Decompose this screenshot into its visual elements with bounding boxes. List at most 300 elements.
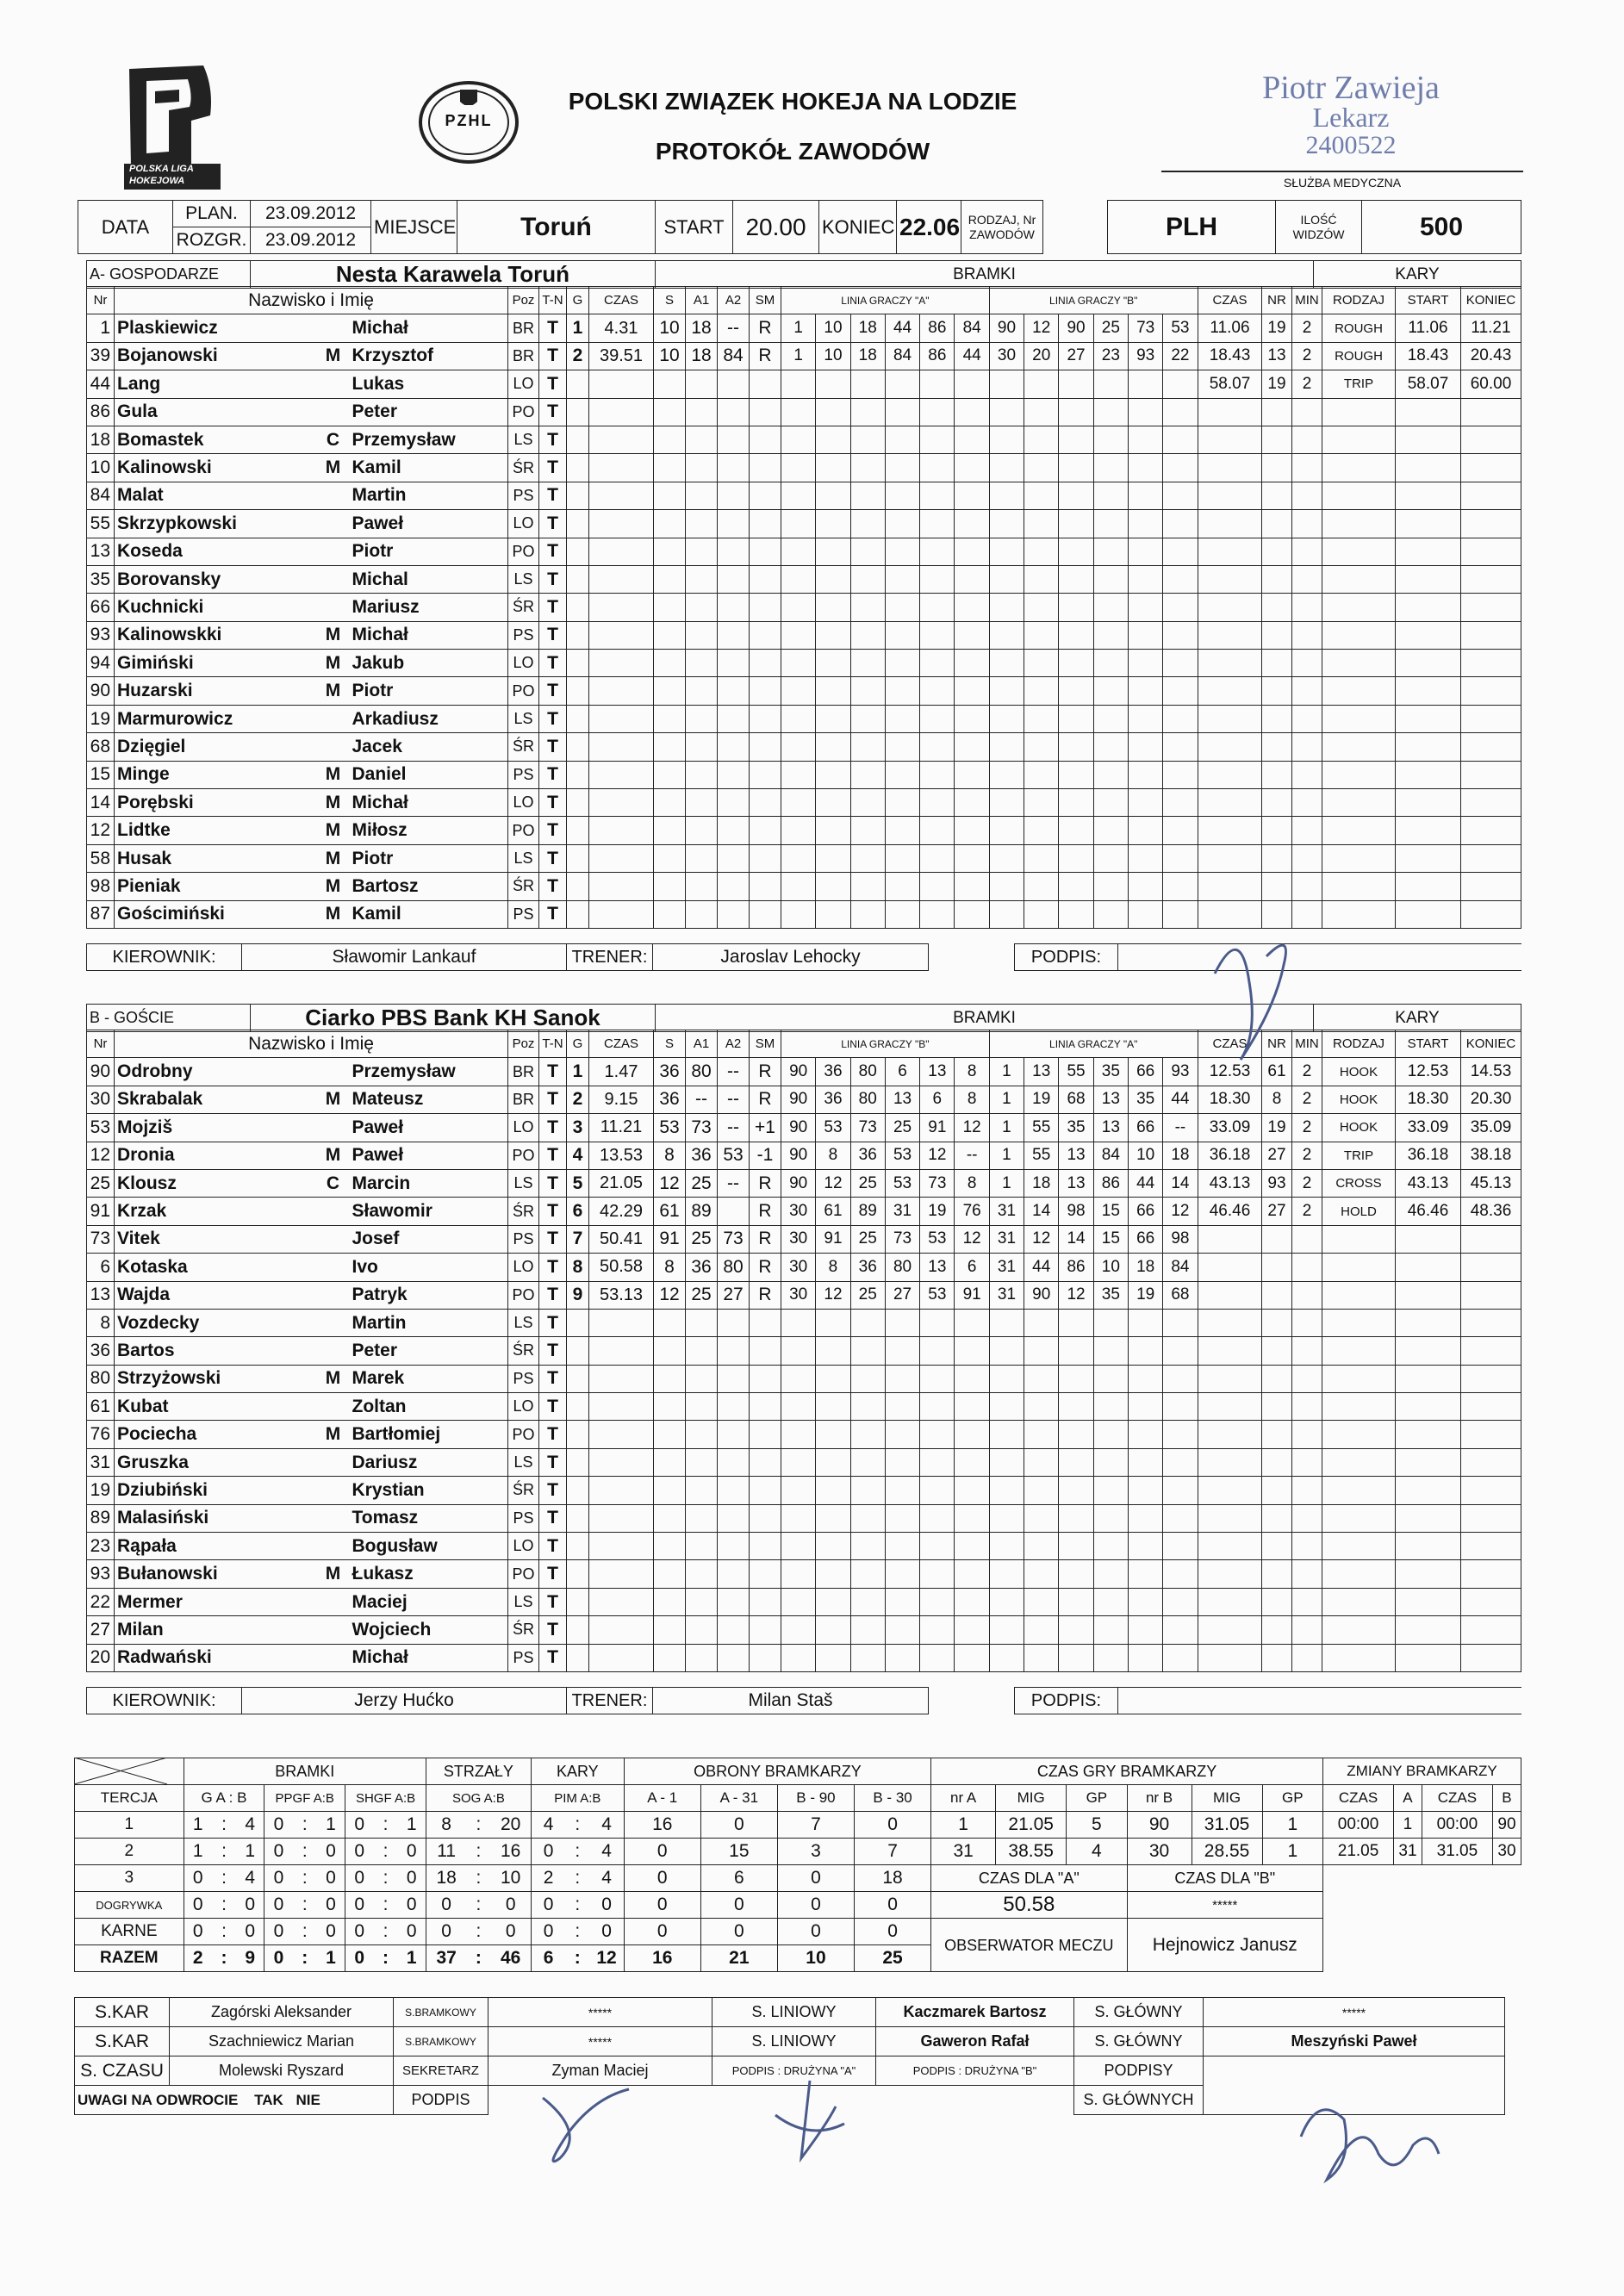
roster-table bbox=[86, 286, 567, 929]
empty-cell bbox=[1059, 1560, 1093, 1588]
empty-cell bbox=[989, 1504, 1024, 1532]
obrony-value: 7 bbox=[777, 1812, 854, 1839]
player-tn: T bbox=[539, 1086, 567, 1113]
colon-separator: : bbox=[373, 1812, 397, 1839]
goals-table bbox=[566, 1030, 1198, 1672]
empty-cell bbox=[1396, 789, 1461, 817]
empty-cell bbox=[1322, 1309, 1396, 1336]
player-row bbox=[87, 1448, 567, 1476]
empty-cell bbox=[1128, 1337, 1162, 1365]
penalty-row bbox=[1198, 565, 1521, 593]
shgf-value-a: 0 bbox=[345, 1945, 374, 1972]
penalty-row bbox=[1198, 1114, 1521, 1142]
line-a-player: 80 bbox=[850, 1086, 885, 1113]
penalty-time: 18.30 bbox=[1198, 1086, 1262, 1113]
empty-cell bbox=[1396, 1365, 1461, 1392]
empty-cell bbox=[955, 1560, 989, 1588]
empty-cell bbox=[654, 565, 686, 593]
empty-cell bbox=[816, 482, 850, 509]
player-tn: T bbox=[539, 873, 567, 900]
player-position: ŚR bbox=[508, 454, 539, 482]
empty-cell bbox=[850, 454, 885, 482]
summary-row bbox=[75, 1839, 1521, 1865]
ppgf-header: PPGF A:B bbox=[264, 1785, 345, 1812]
kary-label: KARY bbox=[1314, 1005, 1521, 1032]
empty-cell bbox=[654, 761, 686, 788]
pim-value-b: 12 bbox=[589, 1945, 624, 1972]
penalty-header-3: RODZAJ bbox=[1322, 287, 1396, 314]
empty-cell bbox=[1024, 705, 1059, 732]
pim-value-a: 6 bbox=[531, 1945, 565, 1972]
ga-value-b: 1 bbox=[236, 1839, 264, 1865]
czas-gry-value: 30 bbox=[1127, 1839, 1192, 1865]
empty-cell bbox=[1093, 677, 1128, 705]
line-b-player: 13 bbox=[1093, 1086, 1128, 1113]
pim-value-a: 0 bbox=[531, 1919, 565, 1945]
empty-cell bbox=[850, 1365, 885, 1392]
empty-cell bbox=[850, 733, 885, 761]
empty-cell bbox=[1059, 1421, 1093, 1448]
empty-cell bbox=[920, 705, 955, 732]
empty-cell bbox=[1461, 621, 1521, 649]
penalty-player: 93 bbox=[1262, 1169, 1292, 1197]
czas-gry-col-header: nr B bbox=[1127, 1785, 1192, 1812]
penalty-header-0: CZAS bbox=[1198, 1030, 1262, 1058]
empty-cell bbox=[1396, 482, 1461, 509]
empty-cell bbox=[1322, 1254, 1396, 1281]
empty-cell bbox=[1322, 1644, 1396, 1671]
player-flag bbox=[317, 1644, 350, 1671]
empty-cell bbox=[1059, 1616, 1093, 1644]
player-number: 13 bbox=[87, 538, 115, 565]
empty-cell bbox=[1024, 538, 1059, 565]
empty-cell bbox=[718, 733, 750, 761]
player-surname: Wajda bbox=[115, 1281, 317, 1309]
line-a-player: 18 bbox=[850, 342, 885, 370]
penalty-type: HOOK bbox=[1322, 1086, 1396, 1113]
empty-cell bbox=[1292, 510, 1322, 538]
goal-row bbox=[567, 844, 1198, 872]
player-tn: T bbox=[539, 733, 567, 761]
empty-cell bbox=[686, 1616, 718, 1644]
empty-cell bbox=[1396, 565, 1461, 593]
empty-cell bbox=[750, 789, 781, 817]
empty-cell bbox=[589, 1448, 654, 1476]
signature-team-b bbox=[758, 2072, 862, 2175]
penalty-player: 27 bbox=[1262, 1198, 1292, 1225]
player-position: PS bbox=[508, 900, 539, 928]
player-position: PS bbox=[508, 1225, 539, 1253]
empty-cell bbox=[1024, 1365, 1059, 1392]
rodzaj-value: PLH bbox=[1108, 201, 1276, 254]
empty-cell bbox=[1461, 1504, 1521, 1532]
player-surname: Vitek bbox=[115, 1225, 317, 1253]
goals-header-2: S bbox=[654, 1030, 686, 1058]
goal-assist-1: 25 bbox=[686, 1281, 718, 1309]
roster-header-poz: Poz bbox=[508, 287, 539, 314]
empty-cell bbox=[1024, 761, 1059, 788]
goal-number: 2 bbox=[567, 1086, 589, 1113]
line-a-player: 73 bbox=[885, 1225, 919, 1253]
goal-scorer: 12 bbox=[654, 1281, 686, 1309]
player-firstname: Dariusz bbox=[350, 1448, 508, 1476]
empty-cell bbox=[686, 817, 718, 844]
uwagi-label: UWAGI NA ODWROCIE bbox=[78, 2091, 239, 2108]
player-surname: Kuchnicki bbox=[115, 594, 317, 621]
penalty-row bbox=[1198, 538, 1521, 565]
goal-row bbox=[567, 873, 1198, 900]
player-position: LS bbox=[508, 1588, 539, 1615]
colon-separator: : bbox=[565, 1812, 589, 1839]
empty-cell bbox=[1163, 705, 1198, 732]
player-number: 19 bbox=[87, 705, 115, 732]
medical-stamp bbox=[1161, 69, 1523, 194]
empty-cell bbox=[1198, 1504, 1262, 1532]
player-flag: M bbox=[317, 1086, 350, 1113]
player-surname: Krzak bbox=[115, 1198, 317, 1225]
player-row bbox=[87, 733, 567, 761]
start-value: 20.00 bbox=[733, 201, 819, 254]
line-b-player: 66 bbox=[1128, 1198, 1162, 1225]
czas-gry-value: 21.05 bbox=[996, 1812, 1067, 1839]
empty-cell bbox=[1461, 1477, 1521, 1504]
goal-row bbox=[567, 733, 1198, 761]
player-firstname: Jacek bbox=[350, 733, 508, 761]
empty-cell bbox=[1024, 677, 1059, 705]
empty-cell bbox=[1262, 733, 1292, 761]
player-firstname: Marek bbox=[350, 1365, 508, 1392]
empty-cell bbox=[1396, 1533, 1461, 1560]
line-b-player: 13 bbox=[1059, 1169, 1093, 1197]
player-firstname: Maciej bbox=[350, 1588, 508, 1615]
empty-cell bbox=[654, 482, 686, 509]
goal-assist-1: 18 bbox=[686, 314, 718, 342]
empty-cell bbox=[750, 510, 781, 538]
player-flag: M bbox=[317, 873, 350, 900]
empty-cell bbox=[589, 594, 654, 621]
empty-cell bbox=[1292, 1393, 1322, 1421]
empty-cell bbox=[955, 370, 989, 398]
goal-assist-2: 73 bbox=[718, 1225, 750, 1253]
empty-cell bbox=[718, 482, 750, 509]
goal-row bbox=[567, 650, 1198, 677]
empty-cell bbox=[1024, 1560, 1059, 1588]
kary-label: KARY bbox=[1314, 261, 1521, 289]
player-flag: M bbox=[317, 1365, 350, 1392]
empty-cell bbox=[1322, 1281, 1396, 1309]
player-row bbox=[87, 1058, 567, 1086]
empty-cell bbox=[1024, 1337, 1059, 1365]
empty-cell bbox=[750, 900, 781, 928]
empty-cell bbox=[1262, 482, 1292, 509]
empty-cell bbox=[686, 510, 718, 538]
player-number: 87 bbox=[87, 900, 115, 928]
player-position: LO bbox=[508, 1533, 539, 1560]
empty-cell bbox=[816, 705, 850, 732]
line-a-player: 30 bbox=[781, 1254, 816, 1281]
line-b-player: 19 bbox=[1024, 1086, 1059, 1113]
player-surname: Minge bbox=[115, 761, 317, 788]
empty-cell bbox=[1059, 677, 1093, 705]
player-surname: Mermer bbox=[115, 1588, 317, 1615]
empty-cell bbox=[816, 1393, 850, 1421]
penalty-row bbox=[1198, 314, 1521, 342]
empty-cell bbox=[816, 594, 850, 621]
empty-cell bbox=[781, 1644, 816, 1671]
empty-cell bbox=[989, 1365, 1024, 1392]
empty-cell bbox=[955, 398, 989, 426]
empty-cell bbox=[816, 1365, 850, 1392]
player-flag bbox=[317, 398, 350, 426]
colon-separator: : bbox=[565, 1865, 589, 1892]
empty-cell bbox=[1322, 426, 1396, 453]
player-flag bbox=[317, 538, 350, 565]
goal-situation: R bbox=[750, 1169, 781, 1197]
penalty-row bbox=[1198, 1448, 1521, 1476]
empty-cell bbox=[567, 1365, 589, 1392]
player-number: 58 bbox=[87, 844, 115, 872]
player-row bbox=[87, 1588, 567, 1615]
empty-cell bbox=[1024, 482, 1059, 509]
player-firstname: Bartosz bbox=[350, 873, 508, 900]
player-tn: T bbox=[539, 482, 567, 509]
empty-cell bbox=[955, 761, 989, 788]
empty-cell bbox=[989, 1448, 1024, 1476]
line-a-player: 36 bbox=[816, 1058, 850, 1086]
empty-cell bbox=[1093, 1644, 1128, 1671]
empty-cell bbox=[1059, 1504, 1093, 1532]
player-position: LO bbox=[508, 510, 539, 538]
penalty-start: 18.43 bbox=[1396, 342, 1461, 370]
player-flag bbox=[317, 1588, 350, 1615]
empty-cell bbox=[1198, 844, 1262, 872]
player-number: 15 bbox=[87, 761, 115, 788]
shgf-value-a: 0 bbox=[345, 1919, 374, 1945]
empty-cell bbox=[885, 1365, 919, 1392]
empty-cell bbox=[781, 482, 816, 509]
line-b-player: 1 bbox=[989, 1058, 1024, 1086]
player-position: PS bbox=[508, 1504, 539, 1532]
player-tn: T bbox=[539, 900, 567, 928]
empty-cell bbox=[1128, 1309, 1162, 1336]
player-surname: Plaskiewicz bbox=[115, 314, 317, 342]
penalty-row bbox=[1198, 510, 1521, 538]
tak-label: TAK bbox=[254, 2091, 283, 2108]
obrony-value: 3 bbox=[777, 1839, 854, 1865]
line-a-player: 30 bbox=[781, 1225, 816, 1253]
empty-cell bbox=[1292, 1421, 1322, 1448]
empty-cell bbox=[1163, 1504, 1198, 1532]
empty-cell bbox=[1128, 650, 1162, 677]
player-firstname: Arkadiusz bbox=[350, 705, 508, 732]
colon-separator: : bbox=[373, 1919, 397, 1945]
goal-situation: R bbox=[750, 342, 781, 370]
penalty-time: 11.06 bbox=[1198, 314, 1262, 342]
empty-cell bbox=[920, 1616, 955, 1644]
empty-cell bbox=[567, 1393, 589, 1421]
empty-cell bbox=[1461, 817, 1521, 844]
kierownik-name: Jerzy Hućko bbox=[242, 1688, 567, 1714]
empty-cell bbox=[989, 565, 1024, 593]
empty-cell bbox=[686, 1560, 718, 1588]
czas-dla-a-label: CZAS DLA "A" bbox=[931, 1865, 1127, 1892]
empty-cell bbox=[989, 621, 1024, 649]
penalty-end: 45.13 bbox=[1461, 1169, 1521, 1197]
player-tn: T bbox=[539, 1114, 567, 1142]
empty-cell bbox=[654, 1560, 686, 1588]
penalty-start: 46.46 bbox=[1396, 1198, 1461, 1225]
goal-row bbox=[567, 1086, 1198, 1113]
penalty-time: 33.09 bbox=[1198, 1114, 1262, 1142]
empty-cell bbox=[1163, 565, 1198, 593]
empty-cell bbox=[955, 677, 989, 705]
empty-cell bbox=[686, 677, 718, 705]
empty-cell bbox=[1292, 1254, 1322, 1281]
empty-cell bbox=[1262, 426, 1292, 453]
empty-cell bbox=[1093, 538, 1128, 565]
league-logo bbox=[121, 62, 222, 191]
line-a-player: 73 bbox=[920, 1169, 955, 1197]
empty-cell bbox=[1396, 1504, 1461, 1532]
goal-assist-2: 80 bbox=[718, 1254, 750, 1281]
empty-cell bbox=[718, 873, 750, 900]
player-tn: T bbox=[539, 705, 567, 732]
empty-cell bbox=[885, 817, 919, 844]
player-flag bbox=[317, 1533, 350, 1560]
line-b-player: 90 bbox=[1059, 314, 1093, 342]
empty-cell bbox=[1262, 1560, 1292, 1588]
empty-cell bbox=[589, 482, 654, 509]
penalty-end: 35.09 bbox=[1461, 1114, 1521, 1142]
podpis-label: PODPIS: bbox=[1015, 944, 1118, 971]
penalty-start: 58.07 bbox=[1396, 370, 1461, 398]
empty-cell bbox=[718, 1533, 750, 1560]
penalty-time: 58.07 bbox=[1198, 370, 1262, 398]
period-label: KARNE bbox=[75, 1919, 184, 1945]
trener-label: TRENER: bbox=[567, 1688, 653, 1714]
empty-cell bbox=[1461, 1616, 1521, 1644]
goal-scorer: 61 bbox=[654, 1198, 686, 1225]
empty-cell bbox=[1322, 1477, 1396, 1504]
empty-cell bbox=[686, 1504, 718, 1532]
sog-value-a: 11 bbox=[426, 1839, 466, 1865]
line-a-player: 84 bbox=[955, 314, 989, 342]
empty-cell bbox=[1262, 1309, 1292, 1336]
player-number: 20 bbox=[87, 1644, 115, 1671]
empty-cell bbox=[781, 650, 816, 677]
empty-cell bbox=[1322, 1393, 1396, 1421]
rodzaj-label: RODZAJ, Nr ZAWODÓW bbox=[961, 201, 1043, 254]
colon-separator: : bbox=[212, 1945, 236, 1972]
player-row bbox=[87, 398, 567, 426]
player-firstname: Daniel bbox=[350, 761, 508, 788]
player-flag bbox=[317, 1337, 350, 1365]
player-number: 13 bbox=[87, 1281, 115, 1309]
empty-cell bbox=[816, 1616, 850, 1644]
empty-cell bbox=[850, 1393, 885, 1421]
empty-cell bbox=[1163, 510, 1198, 538]
player-number: 39 bbox=[87, 342, 115, 370]
goal-row bbox=[567, 1560, 1198, 1588]
player-surname: Odrobny bbox=[115, 1058, 317, 1086]
player-surname: Pociecha bbox=[115, 1421, 317, 1448]
goal-row bbox=[567, 1448, 1198, 1476]
player-row bbox=[87, 1504, 567, 1532]
pim-value-a: 0 bbox=[531, 1892, 565, 1919]
penalty-row bbox=[1198, 1560, 1521, 1588]
roster-header-poz: Poz bbox=[508, 1030, 539, 1058]
empty-cell bbox=[654, 538, 686, 565]
penalty-row bbox=[1198, 1086, 1521, 1113]
empty-cell bbox=[1322, 1337, 1396, 1365]
empty-cell bbox=[567, 650, 589, 677]
line-b-player: 55 bbox=[1024, 1114, 1059, 1142]
player-firstname: Martin bbox=[350, 482, 508, 509]
line-b-player: 53 bbox=[1163, 314, 1198, 342]
player-position: PO bbox=[508, 1421, 539, 1448]
empty-cell bbox=[816, 817, 850, 844]
goals-header-line-2: LINIA GRACZY "A" bbox=[989, 1030, 1198, 1058]
empty-cell bbox=[955, 1448, 989, 1476]
empty-cell bbox=[1093, 1533, 1128, 1560]
player-position: LS bbox=[508, 844, 539, 872]
empty-cell bbox=[1093, 1504, 1128, 1532]
line-a-player: 6 bbox=[955, 1254, 989, 1281]
line-a-player: 13 bbox=[920, 1058, 955, 1086]
empty-cell bbox=[1093, 398, 1128, 426]
empty-cell bbox=[1163, 873, 1198, 900]
empty-cell bbox=[1059, 454, 1093, 482]
player-number: 44 bbox=[87, 370, 115, 398]
document-title: PROTOKÓŁ ZAWODÓW bbox=[655, 138, 930, 165]
line-b-player: 1 bbox=[989, 1169, 1024, 1197]
sog-value-a: 18 bbox=[426, 1865, 466, 1892]
colon-separator: : bbox=[466, 1919, 490, 1945]
player-tn: T bbox=[539, 398, 567, 426]
empty-cell bbox=[750, 1477, 781, 1504]
empty-cell bbox=[686, 873, 718, 900]
sglow2-value: Meszyński Paweł bbox=[1204, 2027, 1505, 2056]
empty-cell bbox=[816, 426, 850, 453]
empty-cell bbox=[1262, 1504, 1292, 1532]
skar2-label: S.KAR bbox=[75, 2027, 170, 2056]
kary-header: KARY bbox=[531, 1758, 624, 1785]
shgf-value-b: 0 bbox=[398, 1865, 426, 1892]
zmiany-value: 30 bbox=[1492, 1839, 1521, 1865]
zmiany-value: 31 bbox=[1394, 1839, 1422, 1865]
player-firstname: Krystian bbox=[350, 1477, 508, 1504]
pim-header: PIM A:B bbox=[531, 1785, 624, 1812]
player-position: PO bbox=[508, 398, 539, 426]
empty-cell bbox=[816, 677, 850, 705]
penalty-start: 11.06 bbox=[1396, 314, 1461, 342]
player-tn: T bbox=[539, 1337, 567, 1365]
empty-cell bbox=[885, 844, 919, 872]
empty-cell bbox=[1059, 538, 1093, 565]
empty-cell bbox=[1262, 621, 1292, 649]
player-surname: Kotaska bbox=[115, 1254, 317, 1281]
player-position: PO bbox=[508, 817, 539, 844]
player-tn: T bbox=[539, 1309, 567, 1336]
czas-gry-col-header: nr A bbox=[931, 1785, 996, 1812]
colon-separator: : bbox=[565, 1945, 589, 1972]
player-number: 12 bbox=[87, 1142, 115, 1169]
empty-cell bbox=[567, 677, 589, 705]
empty-cell bbox=[567, 1421, 589, 1448]
empty-cell bbox=[920, 398, 955, 426]
player-surname: Porębski bbox=[115, 789, 317, 817]
empty-cell bbox=[1024, 454, 1059, 482]
